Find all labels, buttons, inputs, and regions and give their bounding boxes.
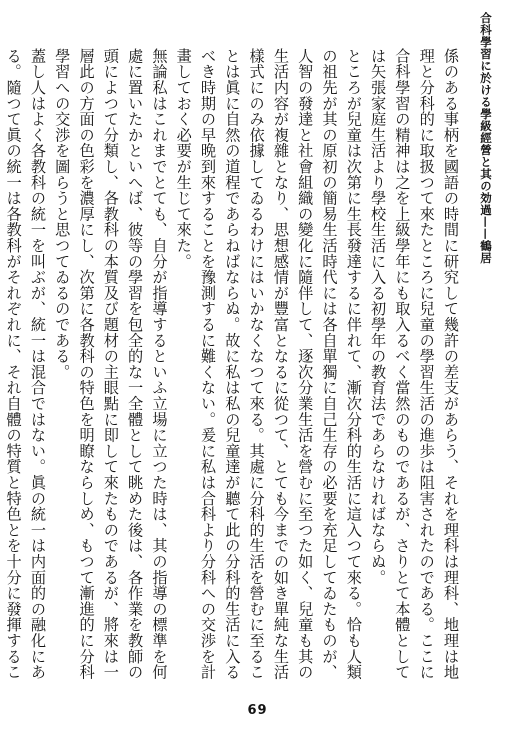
paragraph: ところが兒童は次第に生長發達するに伴れて、漸次分科的生活に這入つて來る。恰も人類の祖先が其の原初の簡易生活時代には各自單獨に自己生存の必要を充足してゐたものが、人智の發達と社會組織の變化に隨伴して、逐次分業生活を營むに至つた如く、兒童も其の生活内容が複雜となり、思想感情が豐富となるに從つて、とても今までの如き單純な生活樣式にのみ依據してゐるわけにはいかなくなつて來る。其處に分科的生活を營むに至ることは眞に自然の道程であらねばならぬ。故に私は私の兒童達が聽て此の分科的生活に入るべき時期の早晩到來することを豫測するに難くない。爰に私は合科より分科への交渉を計畫しておく必要が生じて來た。: [174, 48, 363, 680]
body-text: [4, 48, 463, 688]
paragraph: 蓋し人はよく各教科の統一を叫ぶが、統一は混合ではない。眞の統一は内面的の融化にある。隨つて眞の統一は各教科がそれぞれに、それ自體の特質と特色とを十分に發揮するこ: [4, 48, 47, 680]
page-number: 69: [247, 703, 268, 718]
paragraph: 無論私はこれまでとても、自分が指導するといふ立場に立つた時は、其の指導の標準を何處に置いたかといへば、彼等の學習を包全的な一全體として眺めた後は、各作業を教師の頭によつて分類し、各教科の本質及び題材の主眼點に即して來たものであるが、將來は一層此の方面の色彩を濃厚にし、次第に各教科の特色を明瞭ならしめ、もつて漸進的に分科學習への交渉を圖らうと思つてゐるのである。: [53, 48, 169, 680]
running-head: 合科學習に於ける學級經營と其の効過——鶴居: [479, 12, 493, 264]
paragraph: 係のある事柄を國語の時間に研究して幾許の差支があらう、それを理科は理科、地理は地理と分科的に取扱つて來たところに兒童の學習生活の進歩は阻害されたのである。ここに合科學習の精神は之を上級學年にも取入るべく當然のものであるが、さりとて本體としては矢張家庭生活より學校生活に入る初學年の教育法であらなければならぬ。: [369, 48, 460, 680]
